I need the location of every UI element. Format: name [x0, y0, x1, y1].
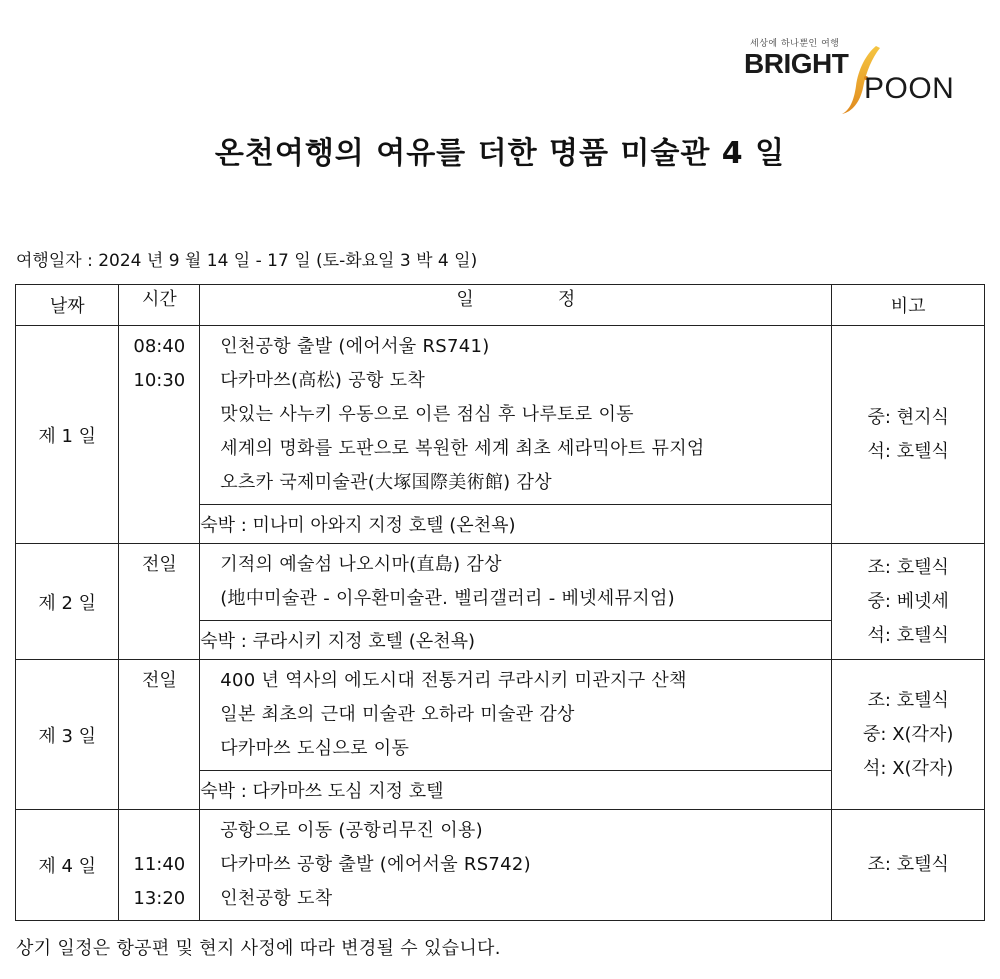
meal-note: 석: 호텔식	[867, 440, 949, 462]
table-header-row	[16, 285, 985, 326]
meal-note: 조: 호텔식	[867, 689, 949, 711]
schedule-item: 인천공항 도착	[220, 888, 333, 909]
schedule-item: 공항으로 이동 (공항리무진 이용)	[220, 820, 483, 841]
time-entry: 11:40	[133, 854, 186, 875]
meal-note: 조: 호텔식	[867, 854, 949, 875]
lodging-cell: 숙박 : 미나미 아와지 지정 호텔 (온천욕)	[200, 505, 832, 544]
time-entry: 08:40	[133, 336, 186, 357]
schedule-item: 다카마쓰 도심으로 이동	[220, 738, 410, 759]
meal-note: 중: 현지식	[867, 406, 949, 428]
header-day: 날짜	[16, 285, 119, 326]
time-cell	[119, 810, 200, 921]
day-cell: 제 2 일	[16, 544, 119, 660]
schedule-cell	[200, 810, 832, 921]
day-cell: 제 3 일	[16, 660, 119, 810]
time-entry	[119, 814, 199, 848]
schedule-cell	[200, 544, 832, 621]
meal-note: 석: 호텔식	[867, 624, 949, 646]
schedule-item: 세계의 명화를 도판으로 복원한 세계 최초 세라믹아트 뮤지엄	[220, 438, 705, 459]
schedule-cell	[200, 660, 832, 771]
schedule-item: 다카마쓰(高松) 공항 도착	[220, 370, 426, 391]
time-cell	[119, 326, 200, 544]
meal-note: 중: X(각자)	[863, 723, 954, 745]
schedule-item: 400 년 역사의 에도시대 전통거리 쿠라시키 미관지구 산책	[220, 670, 687, 691]
brand-logo	[744, 36, 964, 116]
header-note: 비고	[832, 285, 985, 326]
schedule-item: 다카마쓰 공항 출발 (에어서울 RS742)	[220, 854, 532, 875]
schedule-item: 인천공항 출발 (에어서울 RS741)	[220, 336, 490, 357]
meal-note: 석: X(각자)	[863, 757, 954, 779]
schedule-item: 오츠카 국제미술관(大塚国際美術館) 감상	[220, 472, 552, 493]
time-cell	[119, 544, 200, 660]
table-row	[16, 660, 985, 771]
meal-note: 조: 호텔식	[867, 556, 949, 578]
logo-tagline: 세상에 하나뿐인 여행	[750, 39, 840, 49]
schedule-item: 맛있는 사누키 우동으로 이른 점심 후 나루토로 이동	[220, 404, 634, 425]
note-cell	[832, 660, 985, 810]
header-time: 시간	[119, 285, 200, 326]
travel-date: 여행일자 : 2024 년 9 월 14 일 - 17 일 (토-화요일 3 박 4 일)	[16, 251, 478, 271]
time-entry: 전일	[141, 670, 177, 691]
logo-word-bright: BRIGHT	[744, 48, 849, 79]
table-row	[16, 544, 985, 621]
day-cell: 제 4 일	[16, 810, 119, 921]
time-cell	[119, 660, 200, 810]
header-schedule-part1: 일	[456, 289, 474, 310]
logo-word-poon: POON	[864, 72, 955, 105]
page-title: 온천여행의 여유를 더한 명품 미술관 4 일	[214, 136, 786, 171]
lodging-cell: 숙박 : 쿠라시키 지정 호텔 (온천욕)	[200, 621, 832, 660]
header-schedule-part2: 정	[557, 289, 576, 310]
meal-note: 중: 베넷세	[867, 590, 949, 612]
schedule-item: 일본 최초의 근대 미술관 오하라 미술관 감상	[220, 704, 575, 725]
table-row	[16, 810, 985, 921]
schedule-item: 기적의 예술섬 나오시마(直島) 감상	[220, 554, 502, 575]
time-entry: 전일	[141, 554, 177, 575]
itinerary-table	[15, 284, 985, 921]
note-cell	[832, 544, 985, 660]
schedule-item: (地中미술관 - 이우환미술관. 벨리갤러리 - 베넷세뮤지엄)	[220, 588, 675, 609]
note-cell	[832, 810, 985, 921]
day-cell: 제 1 일	[16, 326, 119, 544]
disclaimer-note: 상기 일정은 항공편 및 현지 사정에 따라 변경될 수 있습니다.	[16, 938, 501, 959]
time-entry: 10:30	[133, 370, 186, 391]
header-schedule	[200, 285, 832, 326]
schedule-cell	[200, 326, 832, 505]
table-row	[16, 326, 985, 505]
lodging-cell: 숙박 : 다카마쓰 도심 지정 호텔	[200, 771, 832, 810]
time-entry: 13:20	[133, 888, 186, 909]
note-cell	[832, 326, 985, 544]
